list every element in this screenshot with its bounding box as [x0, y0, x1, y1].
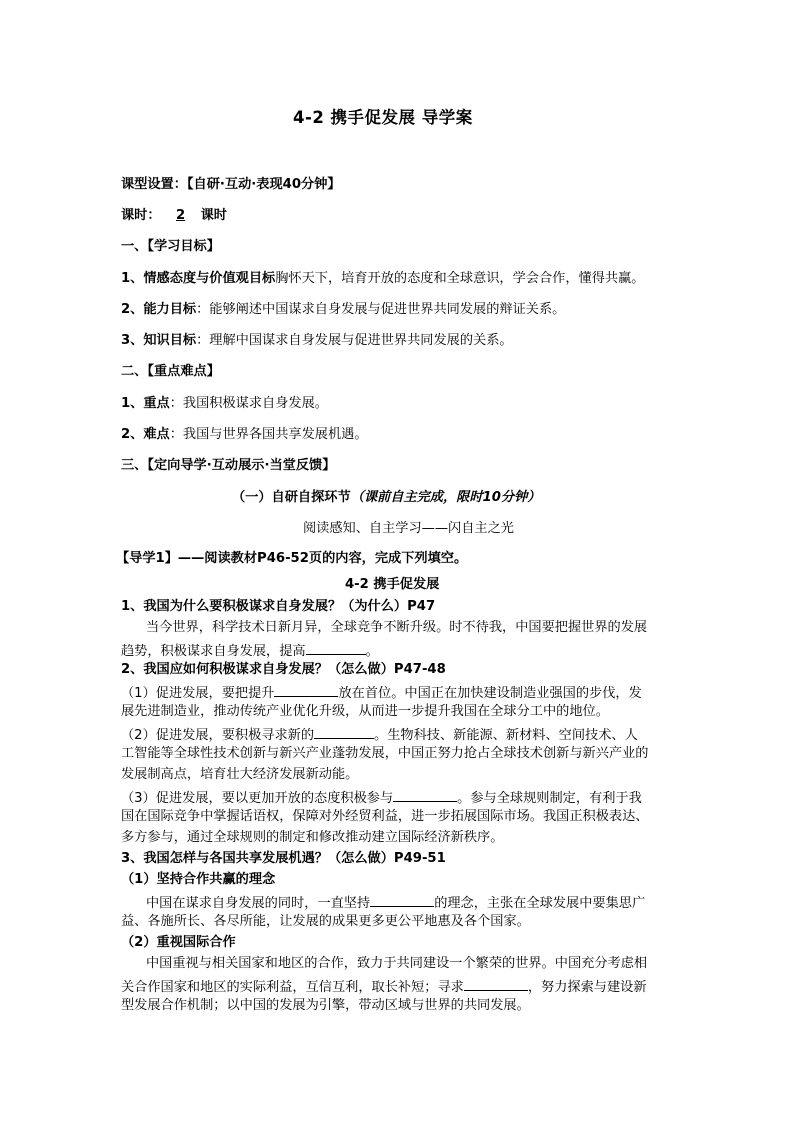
objective-item [121, 301, 565, 319]
text-span: ，努力探索与建设新 [527, 980, 647, 995]
sub-heading-note: （课前自主完成，限时10分钟） [350, 490, 541, 505]
tagline: 阅读感知、自主学习——闪自主之光 [303, 521, 514, 536]
question-3-line [121, 976, 647, 997]
text-span: 放在首位。中国正在加快建设制造业强国的步伐，发 [338, 686, 642, 701]
fill-blank[interactable] [370, 892, 434, 907]
text-span: 趋势，积极谋求自身发展，提高 [121, 644, 306, 659]
question-3-line [146, 892, 645, 913]
text-span: （3）促进发展，要以更加开放的态度积极参与 [121, 791, 394, 806]
hours-suffix: 课时 [200, 208, 227, 223]
document-title: 4-2 携手促发展 导学案 [293, 108, 473, 127]
objective-label: 2、能力目标 [121, 302, 197, 317]
objective-text: 胸怀天下，培育开放的态度和全球意识，学会合作，懂得共赢。 [275, 271, 645, 286]
question-2-line [121, 682, 642, 703]
text-span: 中国在谋求自身发展的同时，一直坚持 [146, 896, 371, 911]
objective-item [121, 270, 645, 288]
question-2-line [121, 724, 638, 745]
fill-blank[interactable] [464, 976, 528, 991]
question-1-line: 当今世界，科学技术日新月异，全球竞争不断升级。时不待我，中国要把握世界的发展 [146, 620, 648, 635]
text-span: （1）促进发展，要把提升 [121, 686, 275, 701]
question-3-title: 3、我国怎样与各国共享发展机遇？（怎么做）P49-51 [121, 851, 446, 866]
question-2-line: 工智能等全球性技术创新与新兴产业蓬勃发展，中国正努力抢占全球技术创新与新兴产业的 [121, 746, 649, 761]
text-span: 。 [365, 644, 379, 659]
sub-heading [232, 489, 540, 507]
text-span: 。生物科技、新能源、新材料、空间技术、人 [374, 728, 638, 743]
question-2-line: 多方参与，通过全球规则的制定和修改推动建立国际经济新秩序。 [121, 830, 504, 845]
question-3-line: 中国重视与相关国家和地区的合作，致力于共同建设一个繁荣的世界。中国充分考虑相 [146, 956, 648, 971]
objective-text: ：理解中国谋求自身发展与促进世界共同发展的关系。 [196, 333, 513, 348]
fill-blank[interactable] [306, 640, 366, 655]
key-point-label: 1、重点 [121, 396, 170, 411]
question-1-title: 1、我国为什么要积极谋求自身发展？（为什么）P47 [121, 599, 436, 614]
key-point-text: ：我国积极谋求自身发展。 [169, 396, 328, 411]
section3-heading: 三、【定向导学·互动展示·当堂反馈】 [121, 458, 336, 473]
question-3-line: 益、各施所长、各尽所能，让发展的成果更多更公平地惠及各个国家。 [121, 914, 530, 929]
guide-instruction: 【导学1】——阅读教材P46-52页的内容，完成下列填空。 [116, 551, 468, 566]
objective-text: ：能够阐述中国谋求自身发展与促进世界共同发展的辩证关系。 [196, 302, 566, 317]
question-2-line: 发展制高点，培育壮大经济发展新动能。 [121, 767, 359, 782]
question-3-subtitle: （1）坚持合作共赢的理念 [121, 872, 276, 887]
objective-label: 1、情感态度与价值观目标 [121, 271, 276, 286]
objective-label: 3、知识目标 [121, 333, 197, 348]
hours-value: 2 [175, 208, 186, 223]
center-title: 4-2 携手促发展 [345, 577, 440, 592]
question-2-line [121, 787, 642, 808]
question-3-subtitle: （2）重视国际合作 [121, 935, 236, 950]
key-point-text: ：我国与世界各国共享发展机遇。 [169, 427, 368, 442]
key-point-label: 2、难点 [121, 427, 170, 442]
text-span: （2）促进发展，要积极寻求新的 [121, 728, 315, 743]
text-span: 的理念，主张在全球发展中要集思广 [434, 896, 646, 911]
objective-item [121, 332, 513, 350]
key-point-item [121, 426, 368, 444]
question-1-line [121, 640, 379, 661]
text-span: 。参与全球规则制定，有利于我 [457, 791, 642, 806]
fill-blank[interactable] [393, 787, 457, 802]
class-hours [121, 207, 227, 225]
sub-heading-text: （一）自研自探环节 [232, 490, 351, 505]
fill-blank[interactable] [314, 724, 374, 739]
key-point-item [121, 395, 328, 413]
fill-blank[interactable] [274, 682, 338, 697]
text-span: 关合作国家和地区的实际利益，互信互利，取长补短；寻求 [121, 980, 464, 995]
question-2-title: 2、我国应如何积极谋求自身发展？（怎么做）P47-48 [121, 662, 446, 677]
section2-heading: 二、【重点难点】 [121, 364, 220, 379]
question-3-line: 型发展合作机制；以中国的发展为引擎，带动区域与世界的共同发展。 [121, 998, 530, 1013]
section1-heading: 一、【学习目标】 [121, 239, 220, 254]
question-2-line: 展先进制造业，推动传统产业优化升级，从而进一步提升我国在全球分工中的地位。 [121, 704, 609, 719]
question-2-line: 国在国际竞争中掌握话语权，保障对外经贸利益，进一步拓展国际市场。我国正积极表达、 [121, 809, 649, 824]
course-setting: 课型设置：【自研·互动·表现40分钟】 [121, 177, 341, 192]
hours-prefix: 课时： [121, 208, 161, 223]
